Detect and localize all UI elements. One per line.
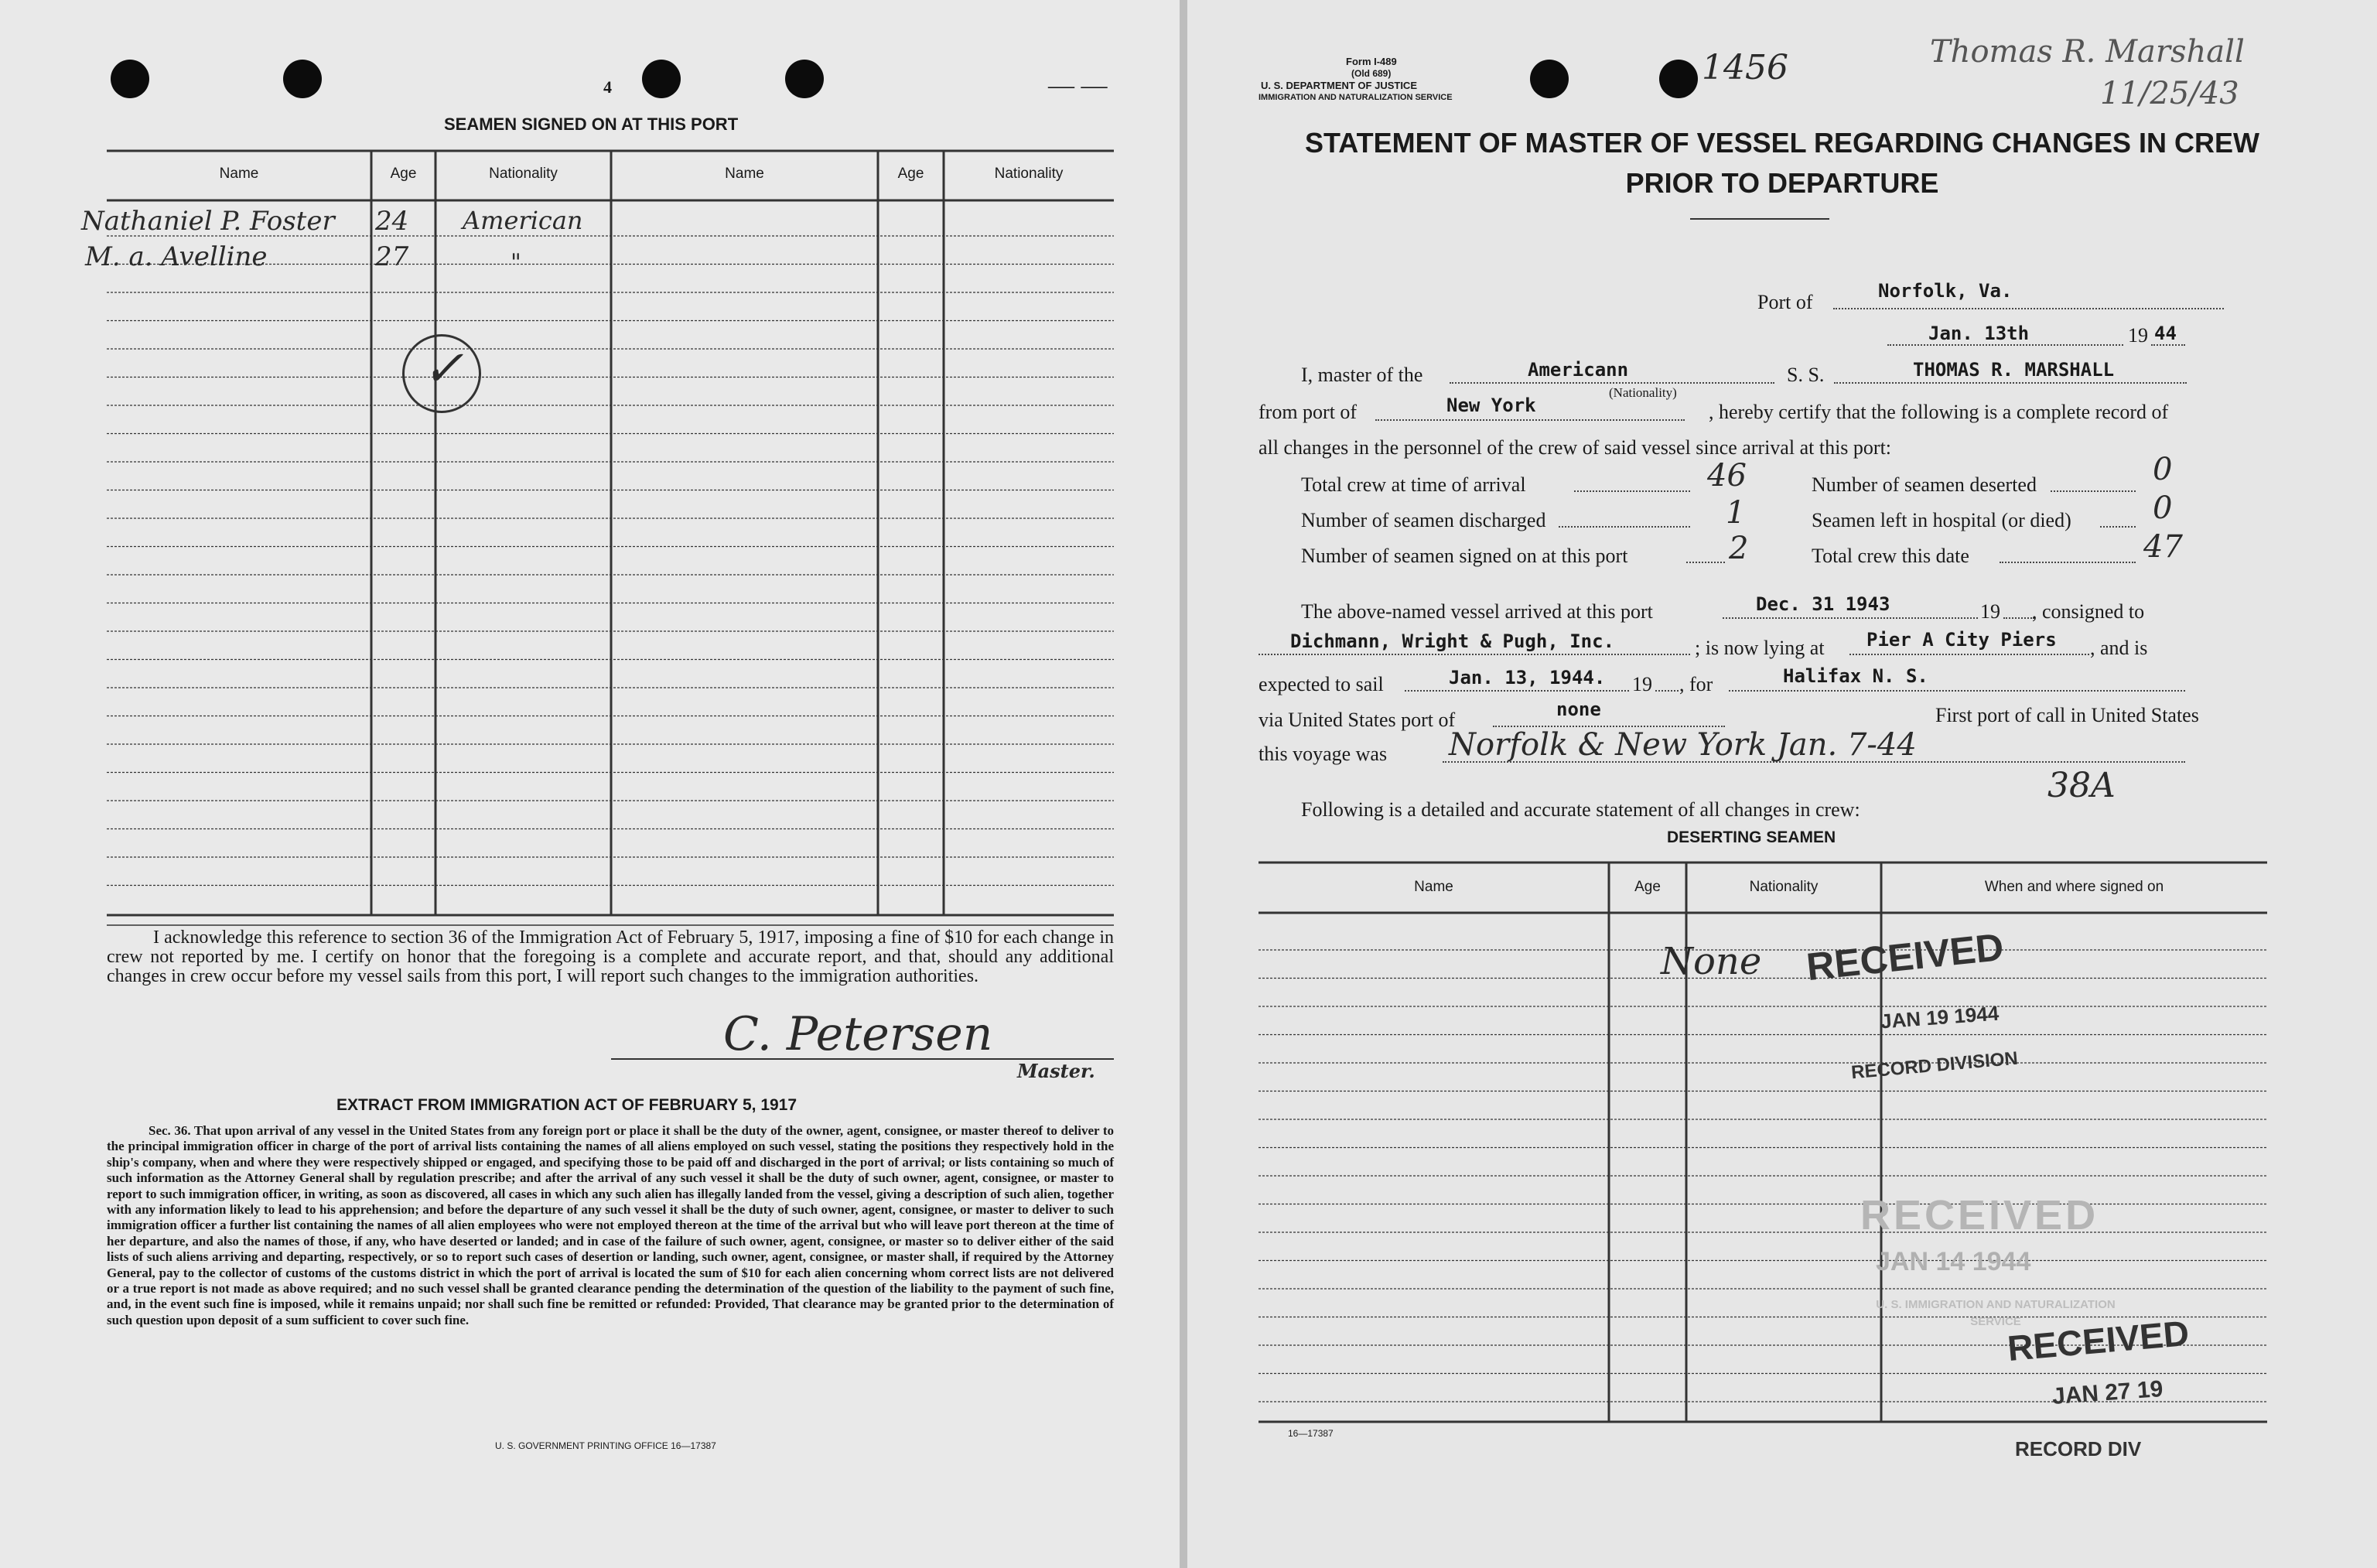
lying-value: Pier A City Piers (1866, 629, 2057, 651)
form-title: STATEMENT OF MASTER OF VESSEL REGARDING CHANGES IN CREW (1304, 127, 2260, 159)
extract-title: EXTRACT FROM IMMIGRATION ACT OF FEBRUARY 5, 1917 (336, 1096, 797, 1114)
department-name: U. S. DEPARTMENT OF JUSTICE (1261, 80, 1417, 91)
date-value: Jan. 13th (1928, 323, 2030, 344)
master-of-label: I, master of the (1301, 364, 1423, 386)
seaman-name: M. a. Avelline (85, 241, 268, 272)
total-arrival-value: 46 (1707, 458, 1747, 494)
total-arrival-label: Total crew at time of arrival (1301, 473, 1526, 496)
service-stamp-faded: U. S. IMMIGRATION AND NATURALIZATION SERVICE (1876, 1298, 2116, 1328)
expected-label: expected to sail (1259, 673, 1384, 695)
year-value: 44 (2154, 323, 2177, 344)
for-label: , for (1679, 673, 1713, 695)
note-date: 11/25/43 (2100, 76, 2239, 111)
consignee-value: Dichmann, Wright & Pugh, Inc. (1290, 630, 1615, 652)
section-title: SEAMEN SIGNED ON AT THIS PORT (444, 114, 739, 134)
vessel-name-note: Thomas R. Marshall (1930, 34, 2245, 70)
col-header-nationality: Nationality (489, 166, 558, 182)
code-mark: 38A (2047, 766, 2116, 805)
total-today-label: Total crew this date (1812, 545, 1969, 567)
and-is-label: , and is (2090, 637, 2148, 659)
arrived-date: Dec. 31 1943 (1756, 593, 1890, 615)
service-name: IMMIGRATION AND NATURALIZATION SERVICE (1259, 93, 1453, 102)
deserting-title: DESERTING SEAMEN (1667, 828, 1836, 846)
col-header-name: Name (219, 166, 259, 182)
signed-on-label: Number of seamen signed on at this port (1301, 545, 1628, 567)
right-page (1187, 0, 2377, 1568)
none-entry: None (1661, 940, 1762, 983)
discharged-label: Number of seamen discharged (1301, 509, 1546, 531)
col-header-name: Name (1414, 879, 1453, 895)
master-signature: C. Petersen (723, 1007, 993, 1061)
deserted-label: Number of seamen deserted (1812, 473, 2037, 496)
voyage-value: Norfolk & New York Jan. 7-44 (1449, 727, 1917, 763)
form-code: 16—17387 (1288, 1428, 1334, 1439)
arrived-label: The above-named vessel arrived at this port (1301, 600, 1653, 623)
ss-label: S. S. (1787, 364, 1825, 386)
seaman-nationality: " (511, 249, 521, 276)
via-value: none (1556, 699, 1601, 720)
page-number: 4 (603, 77, 612, 97)
received-stamp-date: JAN 27 19 (2051, 1376, 2164, 1409)
received-stamp-faded: RECEIVED (1860, 1192, 2099, 1238)
sail-year-prefix: 19 (1632, 673, 1652, 695)
port-of-label: Port of (1757, 291, 1813, 313)
acknowledgment-text: I acknowledge this reference to section 36 of the Immigration Act of February 5, 1917, imposing a fine of $10 for each change in crew not reported by me. I certify on honor that the foregoing is a complete and accurate report, and that, should any additional changes in crew occur before my vessel sails from this port, I will report such changes to the immigration authorities. (107, 927, 1114, 986)
deserting-table (1187, 0, 2377, 1470)
master-label: Master. (1017, 1060, 1095, 1082)
received-stamp: RECEIVED (1804, 924, 2006, 989)
first-call-label: First port of call in United States (1935, 704, 2199, 726)
form-subtitle: PRIOR TO DEPARTURE (1625, 167, 1939, 199)
hospital-label: Seamen left in hospital (or died) (1812, 509, 2071, 531)
seaman-age: 27 (375, 241, 409, 272)
arrived-year-prefix: 19 (1980, 600, 2000, 623)
nationality-value: Americann (1528, 359, 1629, 381)
received-stamp: RECEIVED (2006, 1312, 2191, 1369)
signed-on-value: 2 (1729, 531, 1749, 566)
check-mark-icon: ✓ (422, 340, 464, 398)
form-number: Form I-489 (1346, 56, 1397, 67)
record-division-stamp: RECORD DIVISION (1850, 1047, 2019, 1084)
lying-label: ; is now lying at (1695, 637, 1825, 659)
signed-on-table (0, 0, 1180, 928)
discharged-value: 1 (1726, 495, 1746, 531)
from-port-value: New York (1446, 395, 1536, 416)
destination-value: Halifax N. S. (1783, 665, 1928, 687)
col-header-signed-on: When and where signed on (1984, 879, 2164, 895)
consigned-label: , consigned to (2032, 600, 2145, 623)
sail-date: Jan. 13, 1944. (1449, 667, 1606, 688)
port-value: Norfolk, Va. (1878, 280, 2013, 302)
file-number: 1456 (1702, 48, 1788, 87)
form-old-number: (Old 689) (1351, 68, 1392, 79)
ship-name: THOMAS R. MARSHALL (1913, 359, 2115, 381)
seaman-age: 24 (375, 206, 409, 237)
page-fold (1180, 0, 1187, 1568)
deserted-value: 0 (2153, 452, 2173, 487)
certify-text: , hereby certify that the following is a complete record of (1709, 401, 2169, 423)
received-stamp-date: JAN 19 1944 (1880, 1001, 2000, 1033)
changes-text: all changes in the personnel of the crew of said vessel since arrival at this port: (1259, 436, 1892, 459)
dash-mark: — — (1048, 71, 1108, 100)
following-text: Following is a detailed and accurate statement of all changes in crew: (1301, 798, 1860, 821)
record-division-stamp: RECORD DIV (2015, 1437, 2142, 1460)
col-header-age: Age (1634, 879, 1661, 895)
via-label: via United States port of (1259, 709, 1456, 731)
hospital-value: 0 (2153, 490, 2173, 526)
voyage-label: this voyage was (1259, 743, 1388, 765)
seaman-nationality: American (463, 206, 583, 235)
from-port-label: from port of (1259, 401, 1358, 423)
col-header-nationality: Nationality (994, 166, 1064, 182)
col-header-name: Name (725, 166, 764, 182)
left-page (0, 0, 1180, 1568)
received-stamp-faded-date: JAN 14 1944 (1876, 1247, 2031, 1276)
col-header-age: Age (390, 166, 417, 182)
printer-line: U. S. GOVERNMENT PRINTING OFFICE 16—17387 (495, 1440, 716, 1451)
seaman-name: Nathaniel P. Foster (81, 206, 335, 237)
total-today-value: 47 (2143, 529, 2183, 565)
year-prefix: 19 (2128, 324, 2148, 347)
col-header-age: Age (897, 166, 924, 182)
extract-text: Sec. 36. That upon arrival of any vessel in the United States from any foreign port or place it shall be the duty of the owner, agent, consignee, or master thereof to deliver to the principal immigration officer in charge of the port of arrival lists containing the names of all aliens employed on such vessel, stating the positions they respectively hold in the ship's company, when and where they were respectively shipped or engaged, and specifying those to be paid off and discharged in the port of arrival; or lists containing so much of such information as the Attorney General shall by regulation prescribe; and after the arrival of any such vessel it shall be the duty of such owner, agent, consignee, or master to report to such immigration officer, in writing, as soon as discovered, all cases in which any such alien has illegally landed from the vessel, giving a description of such alien, together with any information likely to lead to his apprehension; and before the departure of any such vessel it shall be the duty of such owner, agent, consignee, or master to deliver to such immigration officer a further list containing the names of all alien employees who were not employed thereon at the time of the arrival but who will leave port thereon at the time of her departure, and also the names of those, if any, who have deserted or landed; and in case of the failure of such owner, agent, consignee, or master so to deliver either of the said lists of such aliens arriving and departing, respectively, or so to report such cases of desertion or landing, such owner, agent, consignee, or master shall, if required by the Attorney General, pay to the collector of customs of the customs district in which the port of arrival is located the sum of $10 for each alien concerning whom correct lists are not delivered or a true report is not made as above required; and no such vessel shall be granted clearance pending the determination of the question of the liability to the payment of such fine, and, in the event such fine is imposed, while it remains unpaid; nor shall such fine be remitted or refunded: Provided, That clearance may be granted prior to the determination of such question upon deposit of a sum sufficient to cover such fine. (107, 1123, 1114, 1327)
nationality-caption: (Nationality) (1609, 385, 1677, 400)
col-header-nationality: Nationality (1749, 879, 1819, 895)
